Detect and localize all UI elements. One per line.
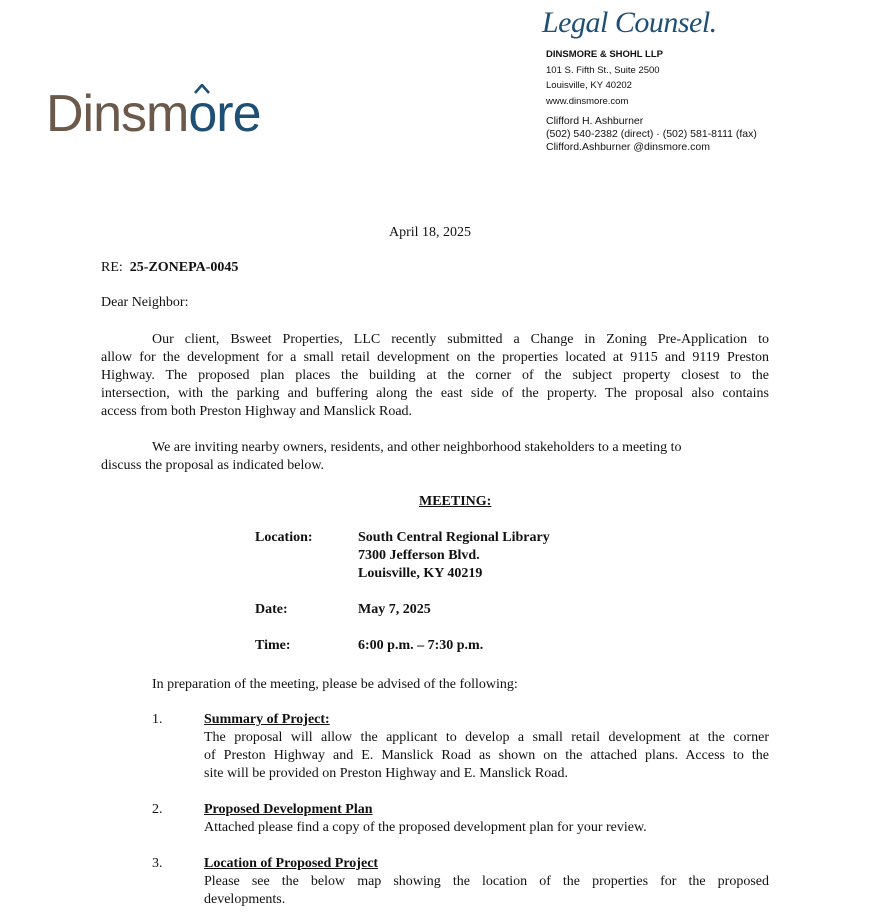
- item-1-number: 1.: [152, 712, 163, 727]
- item-2-number: 2.: [152, 802, 163, 817]
- dinsmore-logo: [46, 84, 261, 144]
- attorney-phone: (502) 540-2382 (direct) · (502) 581-8111 (fax): [546, 128, 757, 140]
- date-label: Date:: [255, 602, 288, 617]
- address-line-1: 101 S. Fifth St., Suite 2500: [546, 64, 660, 76]
- prep-line: In preparation of the meeting, please be advised of the following:: [152, 677, 518, 692]
- firm-website: www.dinsmore.com: [546, 95, 629, 107]
- time-label: Time:: [255, 638, 291, 653]
- firm-address-block: [546, 47, 663, 109]
- paragraph-1-line-5: access from both Preston Highway and Manslick Road.: [101, 404, 413, 419]
- attorney-email: Clifford.Ashburner @dinsmore.com: [546, 141, 710, 153]
- letter-date: April 18, 2025: [389, 225, 472, 240]
- item-1-line-2: of Preston Highway and E. Manslick Road as shown on the attached plans. Access to the: [204, 748, 769, 763]
- item-3-line-1: Please see the below map showing the location of the properties for the proposed: [204, 874, 769, 889]
- tagline: Legal Counsel.: [542, 6, 717, 39]
- paragraph-2-line-2: discuss the proposal as indicated below.: [101, 458, 325, 473]
- address-line-2: Louisville, KY 40202: [546, 80, 632, 91]
- paragraph-1-line-3: Highway. The proposed plan places the building at the corner of the subject property closest to the: [101, 368, 769, 383]
- logo-text-o: o: [188, 85, 217, 143]
- meeting-heading: MEETING:: [419, 494, 492, 509]
- item-1-title: Summary of Project:: [204, 712, 330, 727]
- item-3-number: 3.: [152, 856, 163, 871]
- re-label: RE:: [101, 260, 123, 275]
- location-line-2: 7300 Jefferson Blvd.: [358, 548, 480, 563]
- paragraph-1-line-1: Our client, Bsweet Properties, LLC recently submitted a Change in Zoning Pre-Application to: [152, 332, 769, 347]
- re-value: 25-ZONEPA-0045: [129, 260, 239, 275]
- item-2-title: Proposed Development Plan: [204, 802, 373, 817]
- logo-text-part2: re: [216, 85, 261, 143]
- paragraph-1-line-2: allow for the development for a small retail development on the properties located at 9115 and 9119 Preston: [101, 350, 769, 365]
- item-3-line-2: developments.: [204, 892, 286, 907]
- paragraph-2-line-1: We are inviting nearby owners, residents, and other neighborhood stakeholders to a meeting to: [152, 440, 682, 455]
- paragraph-1-line-4: intersection, with the parking and buffering along the east side of the property. The proposal also contains: [101, 386, 769, 401]
- firm-name: DINSMORE & SHOHL LLP: [546, 49, 663, 60]
- logo-o-with-caret: [188, 84, 216, 144]
- meeting-date: May 7, 2025: [358, 602, 431, 617]
- logo-text-part1: Dinsm: [46, 85, 189, 143]
- location-label: Location:: [255, 530, 313, 545]
- caret-icon: [194, 84, 210, 94]
- attorney-name: Clifford H. Ashburner: [546, 115, 644, 127]
- meeting-time: 6:00 p.m. – 7:30 p.m.: [358, 638, 484, 653]
- item-3-title: Location of Proposed Project: [204, 856, 379, 871]
- location-line-1: South Central Regional Library: [358, 530, 550, 545]
- salutation: Dear Neighbor:: [101, 295, 189, 310]
- attorney-contact-block: [546, 115, 757, 154]
- item-1-line-3: site will be provided on Preston Highway and E. Manslick Road.: [204, 766, 568, 781]
- item-2-line-1: Attached please find a copy of the proposed development plan for your review.: [204, 820, 647, 835]
- location-line-3: Louisville, KY 40219: [358, 566, 483, 581]
- item-1-line-1: The proposal will allow the applicant to develop a small retail development at the corner: [204, 730, 769, 745]
- re-line: [101, 259, 238, 277]
